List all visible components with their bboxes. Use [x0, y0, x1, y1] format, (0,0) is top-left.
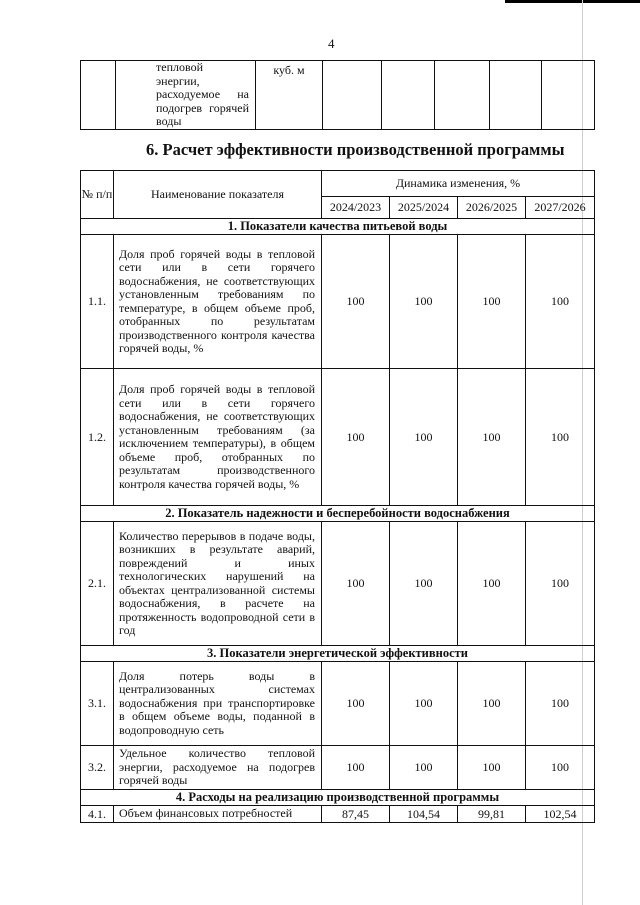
- value-cell: 100: [322, 662, 390, 746]
- value-cell: 100: [390, 746, 458, 790]
- value-cell: 100: [526, 522, 595, 646]
- value-cell: 100: [390, 369, 458, 506]
- empty-cell: [435, 61, 490, 130]
- unit-cell: куб. м: [256, 61, 323, 130]
- value-cell: 100: [322, 369, 390, 506]
- col-name-header: Наименование показателя: [114, 171, 322, 219]
- value-cell: 100: [390, 522, 458, 646]
- value-cell: 100: [390, 235, 458, 369]
- value-cell: 100: [458, 746, 526, 790]
- row-name: Доля потерь воды в централизованных системах водоснабжения при транспортировке в общем объеме воды, поданной в водопроводную сеть: [114, 662, 322, 746]
- section-row: [81, 219, 595, 235]
- row-name: Удельное количество тепловой энергии, расходуемое на подогрев горячей воды: [114, 746, 322, 790]
- value-cell: 99,81: [458, 806, 526, 823]
- row-name: Количество перерывов в подаче воды, возникших в результате аварий, повреждений и иных технологических нарушений на объектах централизованной системы водоснабжения, в расчете на протяженность водопроводной сети в год: [114, 522, 322, 646]
- empty-cell: [382, 61, 435, 130]
- table-row: [81, 522, 595, 646]
- row-number: 1.2.: [81, 369, 114, 506]
- row-name: Доля проб горячей воды в тепловой сети или в сети горячего водоснабжения, не соответствующих установленным требованиям (за исключением температуры), в общем объеме проб, отобранных по результатам производственного контроля качества горячей воды, %: [114, 369, 322, 506]
- value-cell: 100: [322, 746, 390, 790]
- table-row: [81, 662, 595, 746]
- value-cell: 100: [526, 746, 595, 790]
- section-title: 2. Показатель надежности и бесперебойности водоснабжения: [81, 506, 595, 522]
- dynamics-header: Динамика изменения, %: [322, 171, 595, 197]
- table-row: [81, 235, 595, 369]
- value-cell: 100: [526, 369, 595, 506]
- year-header: 2026/2025: [458, 197, 526, 219]
- value-cell: 87,45: [322, 806, 390, 823]
- col-num-header: № п/п: [81, 171, 114, 219]
- row-number: 3.1.: [81, 662, 114, 746]
- empty-cell: [542, 61, 595, 130]
- value-cell: 100: [458, 235, 526, 369]
- section-title: 4. Расходы на реализацию производственной программы: [81, 790, 595, 806]
- value-cell: 100: [322, 522, 390, 646]
- section-row: [81, 646, 595, 662]
- continued-table: [80, 60, 595, 130]
- year-header: 2027/2026: [526, 197, 595, 219]
- empty-cell: [323, 61, 382, 130]
- scan-edge-line: [505, 0, 640, 3]
- header-row: [81, 171, 595, 197]
- value-cell: 100: [526, 662, 595, 746]
- value-cell: 100: [390, 662, 458, 746]
- row-number: 3.2.: [81, 746, 114, 790]
- section-row: [81, 506, 595, 522]
- table-row: [81, 369, 595, 506]
- table-row: [81, 746, 595, 790]
- row-number: 2.1.: [81, 522, 114, 646]
- page-number: 4: [328, 36, 335, 51]
- row-name: тепловой энергии, расходуемое на подогрев горячей воды: [116, 61, 256, 130]
- table-row: [81, 806, 595, 823]
- efficiency-table: [80, 170, 595, 823]
- section-row: [81, 790, 595, 806]
- section-title: 3. Показатели энергетической эффективности: [81, 646, 595, 662]
- value-cell: 100: [526, 235, 595, 369]
- section-heading: 6. Расчет эффективности производственной программы: [146, 140, 565, 159]
- row-number: 4.1.: [81, 806, 114, 823]
- section-title: 1. Показатели качества питьевой воды: [81, 219, 595, 235]
- empty-cell: [490, 61, 542, 130]
- row-name: Объем финансовых потребностей: [114, 806, 322, 823]
- row-number: 1.1.: [81, 235, 114, 369]
- table-row: [81, 61, 595, 130]
- value-cell: 104,54: [390, 806, 458, 823]
- empty-cell: [81, 61, 116, 130]
- row-name: Доля проб горячей воды в тепловой сети или в сети горячего водоснабжения, не соответствующих установленным требованиям по температуре, в общем объеме проб, отобранных по результатам производственного контроля качества горячей воды, %: [114, 235, 322, 369]
- value-cell: 100: [458, 662, 526, 746]
- year-header: 2025/2024: [390, 197, 458, 219]
- value-cell: 100: [458, 522, 526, 646]
- value-cell: 100: [322, 235, 390, 369]
- year-header: 2024/2023: [322, 197, 390, 219]
- value-cell: 102,54: [526, 806, 595, 823]
- value-cell: 100: [458, 369, 526, 506]
